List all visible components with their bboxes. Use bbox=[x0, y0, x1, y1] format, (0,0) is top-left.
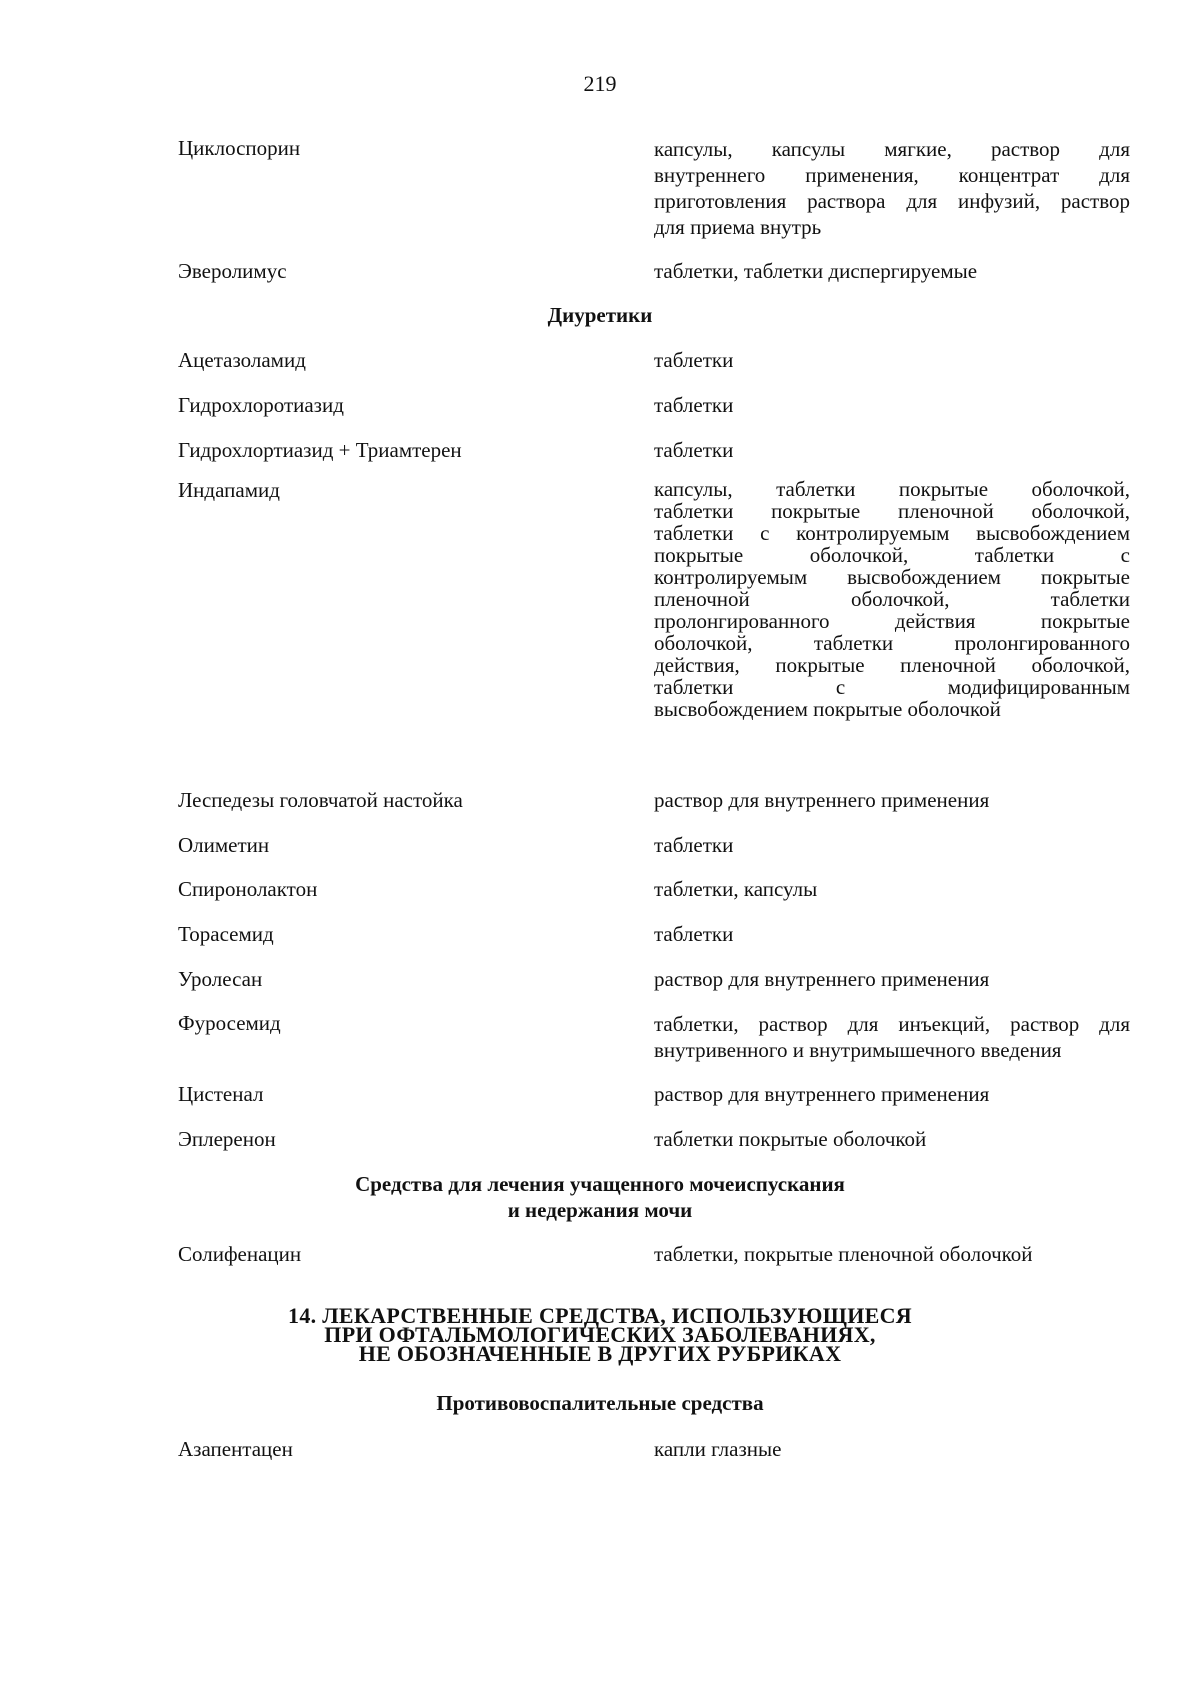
heading-line: ПРИ ОФТАЛЬМОЛОГИЧЕСКИХ ЗАБОЛЕВАНИЯХ, bbox=[324, 1322, 876, 1347]
dosage-forms bbox=[654, 259, 1130, 283]
drug-name: Фуросемид bbox=[178, 1011, 281, 1035]
dosage-form-line: таблетки bbox=[654, 348, 734, 372]
dosage-form-line: внутреннего применения, концентрат для bbox=[654, 163, 1130, 187]
dosage-form-line: таблетки bbox=[654, 833, 734, 857]
dosage-forms bbox=[654, 348, 1130, 372]
dosage-form-line: таблетки покрытые пленочной оболочкой, bbox=[654, 499, 1130, 523]
dosage-forms bbox=[654, 1082, 1130, 1106]
dosage-forms bbox=[654, 136, 1130, 240]
dosage-forms bbox=[654, 393, 1130, 417]
drug-name: Циклоспорин bbox=[178, 136, 301, 160]
heading-line: НЕ ОБОЗНАЧЕННЫЕ В ДРУГИХ РУБРИКАХ bbox=[358, 1341, 842, 1366]
drug-name: Спиронолактон bbox=[178, 877, 318, 901]
drug-name: Эверолимус bbox=[178, 259, 287, 283]
dosage-form-line: таблетки с модифицированным bbox=[654, 675, 1130, 699]
dosage-form-line: таблетки, капсулы bbox=[654, 877, 818, 901]
drug-name: Торасемид bbox=[178, 922, 274, 946]
drug-name: Ацетазоламид bbox=[178, 348, 306, 372]
drug-name: Гидрохлортиазид + Триамтерен bbox=[178, 438, 462, 462]
dosage-form-line: раствор для внутреннего применения bbox=[654, 1082, 990, 1106]
drug-name: Гидрохлоротиазид bbox=[178, 393, 344, 417]
dosage-form-line: таблетки bbox=[654, 393, 734, 417]
dosage-form-line: пролонгированного действия покрытые bbox=[654, 609, 1130, 633]
dosage-form-line: внутривенного и внутримышечного введения bbox=[654, 1038, 1062, 1062]
dosage-form-line: приготовления раствора для инфузий, раствор bbox=[654, 189, 1130, 213]
dosage-form-line: пленочной оболочкой, таблетки bbox=[654, 587, 1130, 611]
dosage-form-line: высвобождением покрытые оболочкой bbox=[654, 697, 1001, 721]
dosage-form-line: раствор для внутреннего применения bbox=[654, 788, 990, 812]
drug-name: Эплеренон bbox=[178, 1127, 276, 1151]
section-heading-diuretics: Диуретики bbox=[547, 303, 653, 327]
dosage-form-line: действия, покрытые пленочной оболочкой, bbox=[654, 653, 1130, 677]
drug-name: Солифенацин bbox=[178, 1242, 302, 1266]
dosage-forms bbox=[654, 1011, 1130, 1063]
dosage-forms bbox=[654, 788, 1130, 812]
dosage-form-line: для приема внутрь bbox=[654, 215, 822, 239]
drug-name: Азапентацен bbox=[178, 1437, 293, 1461]
dosage-forms bbox=[654, 1437, 1130, 1461]
dosage-forms bbox=[654, 1127, 1130, 1151]
dosage-forms bbox=[654, 877, 1130, 901]
dosage-forms bbox=[654, 967, 1130, 991]
heading-line: 14. ЛЕКАРСТВЕННЫЕ СРЕДСТВА, ИСПОЛЬЗУЮЩИЕСЯ bbox=[288, 1303, 912, 1328]
dosage-form-line: раствор для внутреннего применения bbox=[654, 967, 990, 991]
dosage-form-line: таблетки, таблетки диспергируемые bbox=[654, 259, 978, 283]
dosage-form-line: таблетки bbox=[654, 438, 734, 462]
dosage-form-line: таблетки с контролируемым высвобождением bbox=[654, 521, 1130, 545]
drug-name: Олиметин bbox=[178, 833, 270, 857]
drug-name: Уролесан bbox=[178, 967, 263, 991]
section-heading-urinary bbox=[0, 1171, 1200, 1223]
dosage-form-line: таблетки покрытые оболочкой bbox=[654, 1127, 927, 1151]
section-heading-anti-inflammatory: Противовоспалительные средства bbox=[436, 1391, 764, 1415]
dosage-form-line: капсулы, таблетки покрытые оболочкой, bbox=[654, 477, 1130, 501]
dosage-forms bbox=[654, 833, 1130, 857]
dosage-form-line: капли глазные bbox=[654, 1437, 782, 1461]
drug-name: Цистенал bbox=[178, 1082, 264, 1106]
dosage-forms bbox=[654, 478, 1130, 720]
dosage-form-line: оболочкой, таблетки пролонгированного bbox=[654, 631, 1130, 655]
drug-name: Индапамид bbox=[178, 478, 280, 502]
dosage-forms bbox=[654, 1242, 1130, 1266]
dosage-form-line: капсулы, капсулы мягкие, раствор для bbox=[654, 137, 1130, 161]
dosage-form-line: таблетки, раствор для инъекций, раствор для bbox=[654, 1012, 1130, 1036]
page-number: 219 bbox=[583, 71, 617, 96]
dosage-forms bbox=[654, 922, 1130, 946]
dosage-form-line: покрытые оболочкой, таблетки с bbox=[654, 543, 1130, 567]
heading-line: Средства для лечения учащенного мочеиспускания bbox=[355, 1172, 845, 1196]
chapter-heading-14 bbox=[0, 1303, 1200, 1366]
dosage-forms bbox=[654, 438, 1130, 462]
dosage-form-line: таблетки, покрытые пленочной оболочкой bbox=[654, 1242, 1033, 1266]
dosage-form-line: контролируемым высвобождением покрытые bbox=[654, 565, 1130, 589]
drug-name: Леспедезы головчатой настойка bbox=[178, 788, 463, 812]
dosage-form-line: таблетки bbox=[654, 922, 734, 946]
heading-line: и недержания мочи bbox=[507, 1198, 693, 1222]
